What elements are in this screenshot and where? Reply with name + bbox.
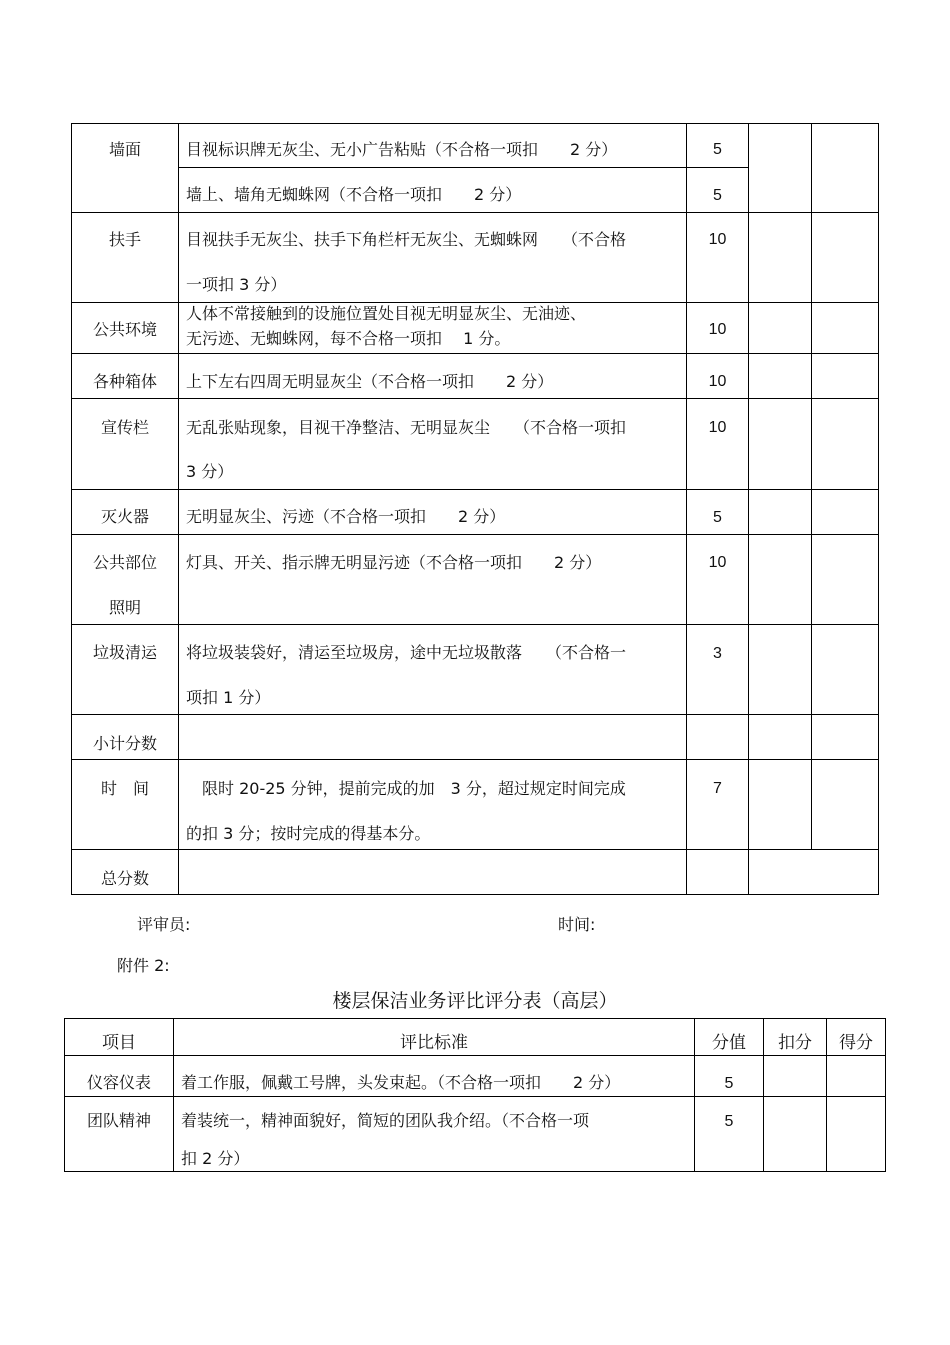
table-rule [885, 1018, 886, 1172]
table-rule [71, 489, 879, 490]
item-cell: 团队精神 [86, 1111, 151, 1130]
criteria-cell: 墙上、墙角无蜘蛛网（不合格一项扣 2 分） [186, 185, 522, 204]
table-rule [71, 302, 879, 303]
table-rule [71, 353, 879, 354]
time-label: 时间: [558, 915, 596, 934]
table-rule [748, 123, 749, 895]
table-rule [71, 534, 879, 535]
score-cell: 3 [713, 645, 722, 662]
table-rule [71, 398, 879, 399]
criteria-cell: 扣 2 分） [181, 1149, 250, 1168]
subtotal-label: 小计分数 [92, 734, 157, 753]
header-earned: 得分 [839, 1033, 873, 1053]
item-cell: 垃圾清运 [92, 643, 157, 662]
criteria-cell: 着装统一，精神面貌好，简短的团队我介绍。（不合格一项 [181, 1111, 590, 1130]
table-rule [71, 123, 879, 124]
criteria-cell: 着工作服，佩戴工号牌，头发束起。（不合格一项扣 2 分） [181, 1073, 621, 1092]
table-rule [71, 759, 879, 760]
table-rule [71, 849, 879, 850]
score-cell: 5 [724, 1113, 734, 1130]
item-cell: 公共环境 [92, 320, 157, 339]
criteria-cell: 目视标识牌无灰尘、无小广告粘贴（不合格一项扣 2 分） [186, 140, 618, 159]
item-cell: 仪容仪表 [86, 1073, 151, 1092]
criteria-cell: 无明显灰尘、污迹（不合格一项扣 2 分） [186, 507, 506, 526]
criteria-cell: 无乱张贴现象，目视干净整洁、无明显灰尘 （不合格一项扣 [186, 418, 627, 437]
total-label: 总分数 [100, 869, 149, 888]
item-cell: 公共部位 [92, 553, 157, 572]
header-score: 分值 [712, 1033, 746, 1053]
header-criteria: 评比标准 [400, 1033, 468, 1053]
score-cell: 7 [713, 780, 722, 797]
item-cell: 照明 [108, 598, 141, 617]
criteria-cell: 3 分） [186, 462, 234, 481]
table-rule [71, 212, 879, 213]
table-rule [178, 123, 179, 895]
table-rule [178, 167, 748, 168]
criteria-cell: 项扣 1 分） [186, 688, 271, 707]
table-rule [71, 894, 879, 895]
table-rule [811, 123, 812, 850]
header-deduction: 扣分 [778, 1033, 812, 1053]
score-cell: 10 [708, 231, 727, 248]
score-cell: 10 [708, 321, 727, 338]
score-cell: 5 [713, 187, 722, 204]
reviewer-label: 评审员: [137, 915, 191, 934]
item-cell: 墙面 [108, 140, 141, 159]
criteria-cell: 灯具、开关、指示牌无明显污迹（不合格一项扣 2 分） [186, 553, 602, 572]
criteria-cell: 将垃圾装袋好，清运至垃圾房，途中无垃圾散落 （不合格一 [186, 643, 627, 662]
score-cell: 5 [724, 1075, 734, 1092]
table-rule [878, 123, 879, 895]
criteria-cell: 无污迹、无蜘蛛网，每不合格一项扣 1 分。 [186, 329, 511, 348]
score-cell: 5 [713, 141, 722, 158]
criteria-cell: 的扣 3 分；按时完成的得基本分。 [186, 824, 431, 843]
item-cell: 扶手 [108, 230, 141, 249]
criteria-cell: 一项扣 3 分） [186, 275, 287, 294]
table-title: 楼层保洁业务评比评分表（高层） [332, 990, 618, 1012]
header-item: 项目 [102, 1033, 136, 1053]
score-cell: 10 [708, 373, 727, 390]
criteria-cell: 限时 20-25 分钟，提前完成的加 3 分，超过规定时间完成 [186, 779, 626, 798]
score-cell: 5 [713, 509, 722, 526]
item-cell: 宣传栏 [100, 418, 149, 437]
attachment-label: 附件 2: [117, 956, 170, 975]
criteria-cell: 上下左右四周无明显灰尘（不合格一项扣 2 分） [186, 372, 554, 391]
table-rule [71, 714, 879, 715]
criteria-cell: 人体不常接触到的设施位置处目视无明显灰尘、无油迹、 [186, 304, 587, 323]
score-cell: 10 [708, 554, 727, 571]
score-cell: 10 [708, 419, 727, 436]
criteria-cell: 目视扶手无灰尘、扶手下角栏杆无灰尘、无蜘蛛网 （不合格 [186, 230, 627, 249]
table-rule [71, 624, 879, 625]
item-cell: 时 间 [100, 779, 149, 798]
item-cell: 灭火器 [100, 507, 149, 526]
item-cell: 各种箱体 [92, 372, 157, 391]
